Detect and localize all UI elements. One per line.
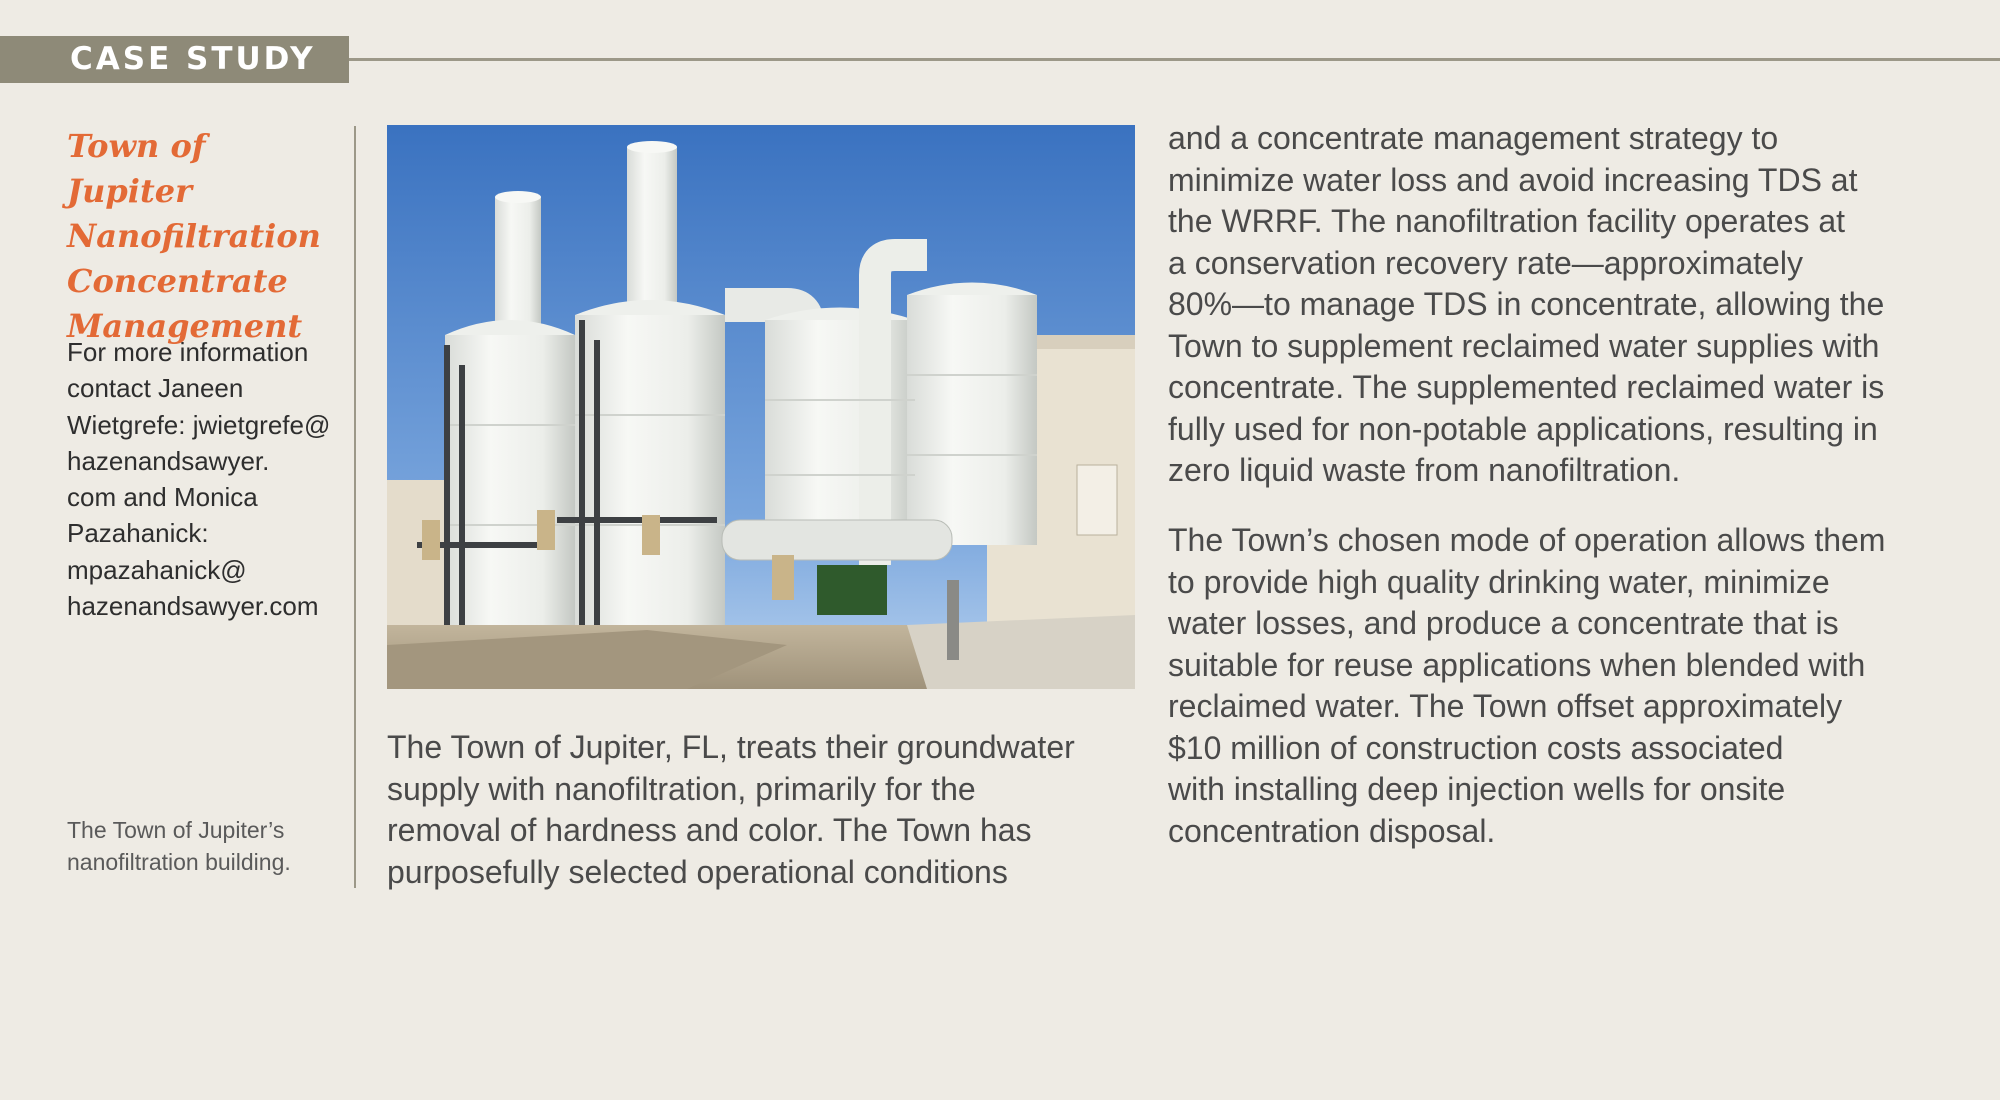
article-line: water losses, and produce a concentrate that is xyxy=(1168,605,1839,641)
photo-caption xyxy=(67,814,347,878)
article-line: fully used for non-potable applications, resulting in xyxy=(1168,410,1878,447)
section-header-label: CASE STUDY xyxy=(70,41,316,77)
article-line: suitable for reuse applications when blended with xyxy=(1168,646,1866,683)
section-header-tab xyxy=(0,36,349,83)
article-line: reclaimed water. The Town offset approximately xyxy=(1168,688,1843,724)
contact-line: hazenandsawyer.com xyxy=(67,591,319,622)
article-line: minimize water loss and avoid increasing TDS at xyxy=(1168,161,1858,198)
contact-line: Pazahanick: xyxy=(67,518,209,549)
article-line: concentration disposal. xyxy=(1168,812,1496,849)
contact-line: contact Janeen xyxy=(67,373,244,404)
article-column-2-paragraph-1 xyxy=(1168,118,1968,492)
article-line: concentrate. The supplemented reclaimed water is xyxy=(1168,369,1885,405)
sidebar-title-line: Concentrate xyxy=(67,262,288,300)
sidebar-title xyxy=(67,124,337,349)
contact-line: com and Monica xyxy=(67,482,258,513)
contact-line: For more information xyxy=(67,337,309,367)
article-line: to provide high quality drinking water, minimize xyxy=(1168,563,1830,600)
article-line: purposefully selected operational conditions xyxy=(387,853,1008,890)
column-divider xyxy=(354,126,356,888)
caption-line: The Town of Jupiter’s xyxy=(67,817,285,843)
contact-line: hazenandsawyer. xyxy=(67,445,270,476)
header-rule xyxy=(349,58,2000,61)
article-line: The Town of Jupiter, FL, treats their groundwater xyxy=(387,729,1075,765)
article-line: removal of hardness and color. The Town has xyxy=(387,812,1032,848)
article-line: $10 million of construction costs associated xyxy=(1168,729,1784,766)
article-line: a conservation recovery rate—approximately xyxy=(1168,244,1803,281)
article-column-2-paragraph-2 xyxy=(1168,520,1968,852)
article-line: The Town’s chosen mode of operation allows them xyxy=(1168,522,1886,558)
article-line: zero liquid waste from nanofiltration. xyxy=(1168,452,1681,488)
sidebar-title-line: Nanofiltration xyxy=(67,217,321,255)
article-line: the WRRF. The nanofiltration facility operates at xyxy=(1168,203,1846,239)
article-line: supply with nanofiltration, primarily for the xyxy=(387,770,976,807)
article-line: and a concentrate management strategy to xyxy=(1168,120,1779,156)
article-line: 80%—to manage TDS in concentrate, allowing the xyxy=(1168,286,1885,322)
sidebar-title-line: Management xyxy=(67,307,303,345)
article-line: with installing deep injection wells for onsite xyxy=(1168,771,1786,807)
caption-line: nanofiltration building. xyxy=(67,849,291,875)
contact-line: Wietgrefe: jwietgrefe@ xyxy=(67,409,331,440)
facility-photo-illustration xyxy=(387,125,1135,689)
contact-info xyxy=(67,334,342,624)
article-line: Town to supplement reclaimed water supplies with xyxy=(1168,327,1880,364)
contact-line: mpazahanick@ xyxy=(67,554,247,585)
sidebar-title-line: Town of Jupiter xyxy=(67,127,206,210)
article-column-1 xyxy=(387,727,1147,893)
facility-photo xyxy=(387,125,1135,689)
